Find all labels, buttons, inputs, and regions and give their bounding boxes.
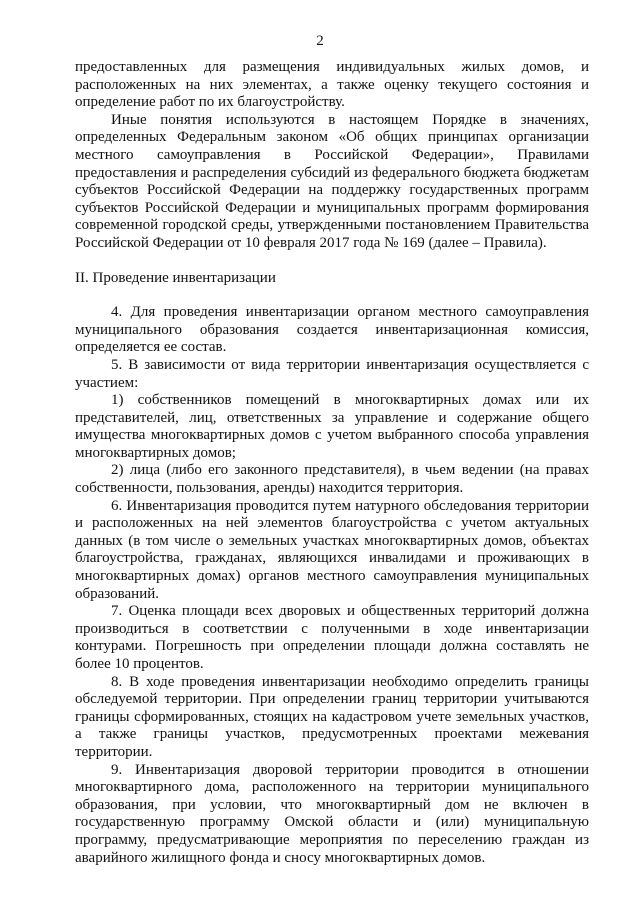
- paragraph-item-5-sub-2: 2) лица (либо его законного представителя), в чьем ведении (на правах собственности, пользования, аренды) находится территория.: [75, 462, 589, 497]
- section-heading: II. Проведение инвентаризации: [75, 269, 276, 286]
- paragraph-definitions: Иные понятия используются в настоящем Порядке в значениях, определенных Федеральным законом «Об общих принципах организации местного самоуправления в Российской Федерации», Правилами предоставления и распределения субсидий из федерального бюджета бюджетам субъектов Российской Федерации на поддержку государственных программ субъектов Российской Федерации и муниципальных программ формирования современной городской среды, утвержденными постановлением Правительства Российской Федерации от 10 февраля 2017 года № 169 (далее – Правила).: [75, 111, 589, 251]
- page-number: 2: [316, 33, 324, 49]
- paragraph-item-8: 8. В ходе проведения инвентаризации необходимо определить границы обследуемой территории. При определении границ территории учитываются границы сформированных, стоящих на кадастровом учете земельных участков, а также границы участков, предусмотренных проектами межевания территории.: [75, 673, 589, 760]
- paragraph-item-5: 5. В зависимости от вида территории инвентаризация осуществляется с участием:: [75, 356, 589, 391]
- paragraph-item-5-sub-1: 1) собственников помещений в многоквартирных домах или их представителей, лиц, ответственных за управление и содержание общего имущества многоквартирных домов с учетом выбранного способа управления многоквартирных домов;: [75, 392, 589, 461]
- paragraph-item-7: 7. Оценка площади всех дворовых и общественных территорий должна производиться в соответствии с полученными в ходе инвентаризации контурами. Погрешность при определении площади должна составлять не более 10 процентов.: [75, 603, 589, 672]
- document-body: [75, 59, 589, 867]
- paragraph-intro-continuation: предоставленных для размещения индивидуальных жилых домов, и расположенных на них элементах, а также оценку текущего состояния и определение работ по их благоустройству.: [75, 59, 589, 111]
- paragraph-item-9: 9. Инвентаризация дворовой территории проводится в отношении многоквартирного дома, расположенного на территории муниципального образования, при условии, что многоквартирный дом не включен в государственную программу Омской области и (или) муниципальную программу, предусматривающие мероприятия по переселению граждан из аварийного жилищного фонда и сносу многоквартирных домов.: [75, 761, 589, 866]
- paragraph-item-4: 4. Для проведения инвентаризации органом местного самоуправления муниципального образования создается инвентаризационная комиссия, определяется ее состав.: [75, 304, 589, 356]
- paragraph-item-6: 6. Инвентаризация проводится путем натурного обследования территории и расположенных на ней элементов благоустройства с учетом актуальных данных (в том числе о земельных участках многоквартирных домов, объектах благоустройства, гражданах, являющихся инвалидами и проживающих в многоквартирных домах) органов местного самоуправления муниципальных образований.: [75, 497, 589, 602]
